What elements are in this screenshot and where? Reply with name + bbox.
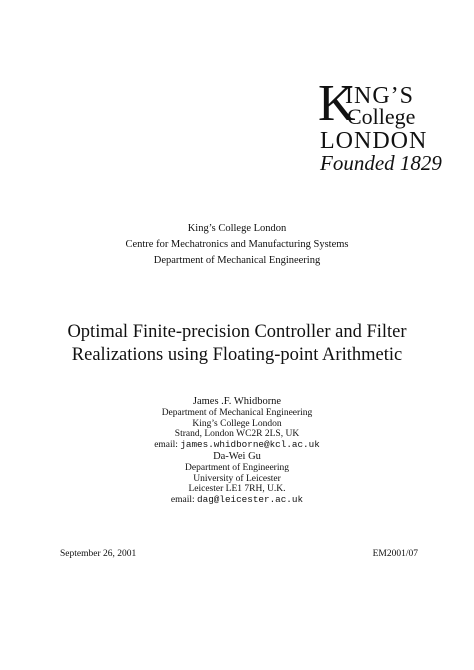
author-name: Da-Wei Gu [213, 451, 261, 462]
affiliation-institution: King’s College London [187, 223, 287, 234]
affiliation-centre: Centre for Mechatronics and Manufacturing Systems [125, 239, 349, 250]
email-label: email: [170, 494, 195, 505]
email-label: email: [154, 439, 178, 450]
author-block-2 [0, 450, 474, 505]
report-date: September 26, 2001 [60, 549, 137, 559]
logo-ings: ING’S [345, 83, 414, 109]
logo-london: LONDON [320, 128, 428, 154]
author-institution: University of Leicester [193, 473, 281, 484]
logo-big-k: K [318, 75, 356, 132]
author-email: james.whidborne@kcl.ac.uk [180, 438, 320, 450]
logo-college: College [347, 104, 416, 129]
author-address: Leicester LE1 7RH, U.K. [188, 484, 286, 495]
author-email-line [0, 495, 474, 506]
author-block-1 [0, 395, 474, 450]
author-email-line [0, 440, 474, 451]
report-number: EM2001/07 [372, 549, 418, 559]
author-department: Department of Engineering [185, 463, 289, 473]
author-name: James .F. Whidborne [192, 396, 282, 407]
kings-college-london-logo [318, 75, 458, 175]
affiliation-department: Department of Mechanical Engineering [153, 255, 321, 266]
document-title-line-2: Realizations using Floating-point Arithmetic [71, 345, 403, 365]
logo-top-row [318, 75, 458, 132]
document-title-line-1: Optimal Finite-precision Controller and Filter [67, 322, 407, 342]
logo-founded: Founded 1829 [320, 151, 442, 175]
author-address: Strand, London WC2R 2LS, UK [174, 429, 300, 440]
author-institution: King’s College London [192, 418, 282, 429]
author-email: dag@leicester.ac.uk [197, 493, 304, 505]
author-department: Department of Mechanical Engineering [161, 408, 313, 418]
